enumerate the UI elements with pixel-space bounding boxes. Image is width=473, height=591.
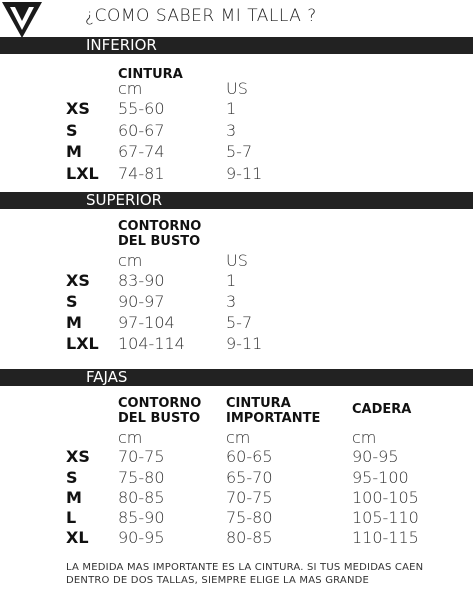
cm-value: 104-114 bbox=[118, 334, 185, 353]
cintura-value: 80-85 bbox=[226, 528, 273, 547]
section-bar-inferior bbox=[0, 37, 473, 54]
us-value: 9-11 bbox=[226, 334, 263, 353]
us-value: 3 bbox=[226, 292, 237, 311]
unit-cm: cm bbox=[226, 428, 251, 447]
size-label: XS bbox=[66, 271, 90, 290]
col-header-cadera: CADERA bbox=[352, 402, 412, 417]
cadera-value: 110-115 bbox=[352, 528, 419, 547]
size-label: M bbox=[66, 313, 82, 332]
col-header-cintura: CINTURA bbox=[118, 67, 183, 82]
section-label-superior: SUPERIOR bbox=[86, 191, 163, 209]
section-label-fajas: FAJAS bbox=[86, 368, 128, 386]
section-bar-superior bbox=[0, 192, 473, 209]
size-label: S bbox=[66, 468, 78, 487]
busto-value: 90-95 bbox=[118, 528, 165, 547]
busto-value: 80-85 bbox=[118, 488, 165, 507]
footer-note-line: DENTRO DE DOS TALLAS, SIEMPRE ELIGE LA MAS GRANDE bbox=[66, 575, 370, 586]
unit-us: US bbox=[226, 79, 248, 98]
col-header-line: DEL BUSTO bbox=[118, 234, 201, 249]
us-value: 1 bbox=[226, 271, 237, 290]
size-label: XL bbox=[66, 528, 89, 547]
cm-value: 90-97 bbox=[118, 292, 165, 311]
footer-note-line: LA MEDIDA MAS IMPORTANTE ES LA CINTURA. SI TUS MEDIDAS CAEN bbox=[66, 562, 424, 573]
us-value: 1 bbox=[226, 99, 237, 118]
busto-value: 70-75 bbox=[118, 447, 165, 466]
footer-note bbox=[66, 561, 466, 587]
cm-value: 67-74 bbox=[118, 142, 165, 161]
busto-value: 85-90 bbox=[118, 508, 165, 527]
us-value: 5-7 bbox=[226, 142, 253, 161]
col-header-line: IMPORTANTE bbox=[226, 411, 321, 426]
col-header-line: DEL BUSTO bbox=[118, 411, 201, 426]
unit-cm: cm bbox=[352, 428, 377, 447]
unit-cm: cm bbox=[118, 251, 143, 270]
cadera-value: 105-110 bbox=[352, 508, 419, 527]
cintura-value: 75-80 bbox=[226, 508, 273, 527]
cintura-value: 60-65 bbox=[226, 447, 273, 466]
size-label: L bbox=[66, 508, 77, 527]
cintura-value: 70-75 bbox=[226, 488, 273, 507]
us-value: 9-11 bbox=[226, 164, 263, 183]
unit-us: US bbox=[226, 251, 248, 270]
col-header-line: CONTORNO bbox=[118, 396, 202, 411]
size-label: S bbox=[66, 292, 78, 311]
cadera-value: 100-105 bbox=[352, 488, 419, 507]
section-bar-fajas bbox=[0, 369, 473, 386]
cm-value: 55-60 bbox=[118, 99, 165, 118]
cm-value: 74-81 bbox=[118, 164, 165, 183]
busto-value: 75-80 bbox=[118, 468, 165, 487]
size-label: XS bbox=[66, 99, 90, 118]
size-label: M bbox=[66, 488, 82, 507]
unit-cm: cm bbox=[118, 79, 143, 98]
size-label: M bbox=[66, 142, 82, 161]
col-header-contorno bbox=[118, 396, 201, 426]
page-title: ¿COMO SABER MI TALLA ? bbox=[85, 6, 317, 26]
unit-cm: cm bbox=[118, 428, 143, 447]
size-label: S bbox=[66, 121, 78, 140]
col-header-cintura bbox=[226, 396, 320, 426]
us-value: 5-7 bbox=[226, 313, 253, 332]
cadera-value: 95-100 bbox=[352, 468, 409, 487]
size-label: LXL bbox=[66, 164, 99, 183]
col-header-line: CINTURA bbox=[226, 396, 291, 411]
cm-value: 83-90 bbox=[118, 271, 165, 290]
us-value: 3 bbox=[226, 121, 237, 140]
size-label: XS bbox=[66, 447, 90, 466]
cm-value: 97-104 bbox=[118, 313, 175, 332]
size-label: LXL bbox=[66, 334, 99, 353]
brand-logo-icon bbox=[2, 2, 42, 38]
cintura-value: 65-70 bbox=[226, 468, 273, 487]
cadera-value: 90-95 bbox=[352, 447, 399, 466]
col-header-contorno bbox=[118, 219, 201, 249]
section-label-inferior: INFERIOR bbox=[86, 36, 157, 54]
cm-value: 60-67 bbox=[118, 121, 165, 140]
col-header-line: CONTORNO bbox=[118, 219, 202, 234]
